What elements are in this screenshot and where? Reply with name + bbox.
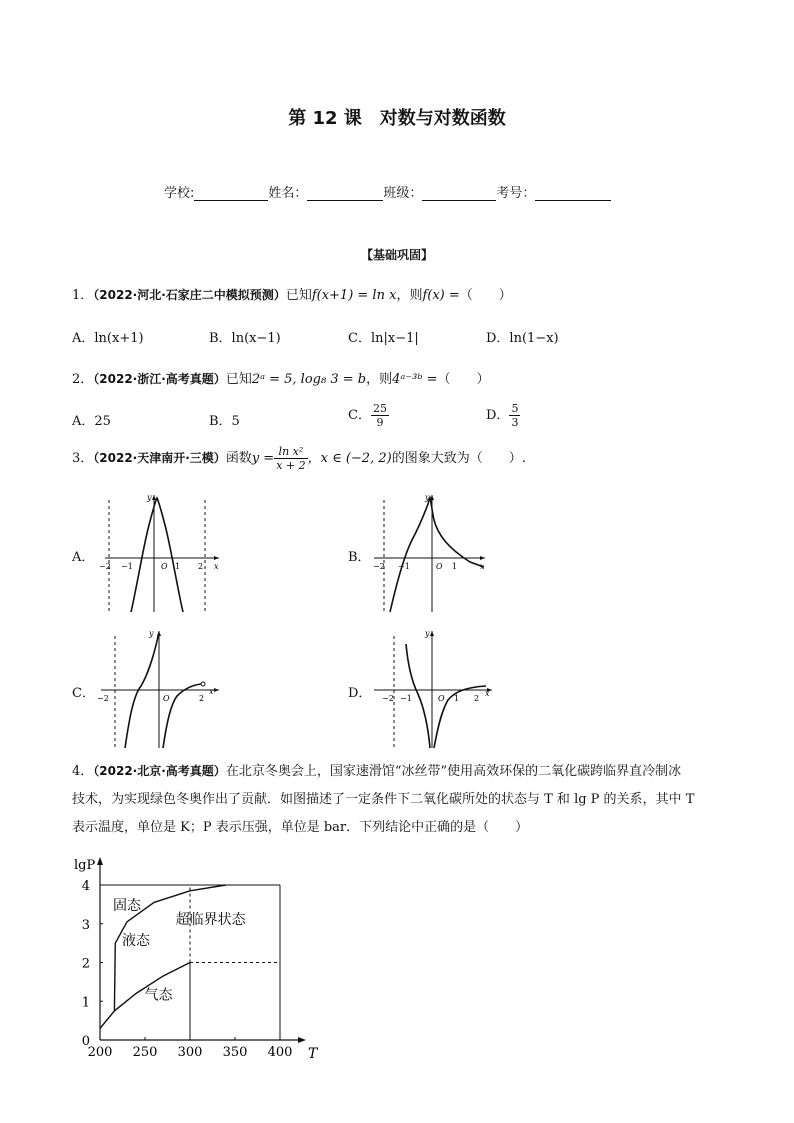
id-blank[interactable]	[535, 186, 611, 201]
q3-domain: ，x ∈ (−2, 2)	[307, 451, 392, 466]
y-tick-label: 2	[81, 956, 90, 972]
question-3	[72, 445, 526, 472]
q3-func-fraction: $\frac{\text{ln x²}}{x + 2}$	[276, 445, 306, 472]
q3-graph-b[interactable]	[370, 490, 500, 615]
name-label: 姓名：	[268, 186, 308, 201]
q4-line-3: 表示温度，单位是 K；P 表示压强，单位是 bar．下列结论中正确的是（ ）	[72, 820, 529, 835]
region-label: 固态	[113, 898, 141, 915]
q2-option-c-fraction: $\frac{25}{9}$	[372, 402, 387, 429]
region-label: 液态	[122, 933, 150, 950]
y-axis-arrow	[97, 857, 103, 865]
q1-answer-paren: （ ）	[459, 288, 512, 303]
school-label: 学校:	[164, 186, 195, 201]
q1-ask: f(x) =	[422, 288, 460, 303]
q1-option-a[interactable]: A．ln(x+1)	[72, 331, 144, 346]
page-title: 第 12 课 对数与对数函数	[288, 108, 506, 129]
q3-func-left: y =	[251, 451, 275, 466]
q3-graph-d[interactable]	[370, 626, 500, 751]
q2-number: 2．	[72, 372, 94, 387]
x-tick-label: 350	[222, 1045, 248, 1060]
x-axis-arrow	[298, 1037, 306, 1043]
question-1	[72, 284, 512, 303]
class-blank[interactable]	[422, 186, 496, 201]
x-tick-label: 400	[267, 1045, 293, 1060]
q3-graph-c[interactable]	[97, 626, 227, 751]
y-tick-label: 1	[81, 995, 90, 1011]
q3-stem-b: 的图象大致为（ ）.	[391, 451, 526, 466]
question-4	[72, 757, 762, 842]
q1-option-b[interactable]: B．ln(x−1)	[209, 331, 281, 346]
svg-text:−2: −2	[99, 562, 111, 571]
svg-text:2: 2	[199, 694, 205, 703]
student-info-row	[164, 182, 611, 201]
svg-text:O: O	[438, 694, 445, 703]
q3-option-c-label[interactable]: C．	[72, 686, 95, 701]
q3-source: （2022·天津南开·三模）	[93, 451, 226, 465]
svg-text:1: 1	[452, 562, 458, 571]
x-tick-label: 300	[177, 1045, 203, 1060]
q2-source: （2022·浙江·高考真题）	[93, 372, 226, 386]
q1-number: 1．	[72, 288, 94, 303]
q2-condition: 2ᵃ = 5, log₈ 3 = b	[251, 372, 367, 387]
q1-option-d[interactable]: D．ln(1−x)	[486, 331, 559, 346]
q1-option-c[interactable]: C．ln|x−1|	[348, 331, 419, 346]
svg-text:−2: −2	[382, 694, 394, 703]
x-tick-label: 200	[87, 1045, 113, 1060]
q2-option-d-fraction: $\frac{5}{3}$	[511, 402, 519, 429]
svg-text:−1: −1	[121, 562, 133, 571]
q2-stem-b: ，则	[366, 372, 393, 387]
q1-source: （2022·河北·石家庄二中模拟预测）	[93, 288, 286, 302]
q3-stem: 函数	[225, 451, 252, 466]
q3-number: 3．	[72, 451, 94, 466]
id-label: 考号：	[496, 186, 536, 201]
q3-graph-a[interactable]	[97, 490, 227, 615]
svg-text:y: y	[425, 629, 430, 638]
q2-option-c[interactable]: C． $\frac{25}{9}$	[348, 402, 387, 429]
svg-text:x: x	[480, 562, 485, 571]
x-tick-label: 250	[132, 1045, 158, 1060]
name-blank[interactable]	[307, 186, 383, 201]
svg-text:y: y	[149, 629, 154, 638]
svg-text:1: 1	[454, 694, 460, 703]
y-tick-label: 0	[81, 1034, 90, 1049]
svg-text:x: x	[485, 689, 490, 698]
q2-option-a[interactable]: A．25	[72, 414, 111, 429]
y-tick-label: 4	[81, 879, 90, 894]
phase-diagram-chart	[60, 850, 340, 1070]
q1-stem-b: ，则	[396, 288, 423, 303]
q2-option-b[interactable]: B．5	[209, 414, 240, 429]
svg-text:2: 2	[198, 562, 204, 571]
q4-line-2: 技术，为实现绿色冬奥作出了贡献．如图描述了一定条件下二氧化碳所处的状态与 T 和 lg P 的关系，其中 T	[72, 792, 695, 807]
class-label: 班级：	[383, 186, 423, 201]
svg-text:−2: −2	[373, 562, 385, 571]
svg-text:−1: −1	[398, 562, 410, 571]
school-blank[interactable]	[194, 186, 268, 201]
q2-answer-paren: （ ）	[437, 372, 490, 387]
q4-line-1: 4．（2022·北京·高考真题）在北京冬奥会上，国家速滑馆“冰丝带”使用高效环保的二氧化碳跨临界直冷制冰	[72, 764, 682, 779]
region-label: 气态	[144, 987, 173, 1004]
q3-option-b-label[interactable]: B．	[348, 550, 371, 565]
q3-option-d-label[interactable]: D．	[348, 686, 372, 701]
x-axis-label: T	[308, 1046, 318, 1062]
y-axis-label: lgP	[74, 858, 96, 873]
q1-condition: f(x+1) = ln x	[311, 288, 397, 303]
svg-text:y: y	[147, 493, 152, 502]
q1-stem: 已知	[285, 288, 312, 303]
svg-text:O: O	[436, 562, 443, 571]
y-tick-label: 3	[81, 917, 90, 933]
svg-text:−1: −1	[400, 694, 412, 703]
svg-text:y: y	[425, 493, 430, 502]
svg-text:O: O	[163, 694, 170, 703]
svg-text:x: x	[209, 687, 214, 696]
q2-stem: 已知	[225, 372, 252, 387]
svg-text:2: 2	[474, 694, 480, 703]
q2-ask: 4ᵃ⁻³ᵇ =	[392, 372, 438, 387]
region-label: 超临界状态	[175, 911, 246, 928]
question-2	[72, 368, 490, 387]
svg-text:x: x	[214, 562, 219, 571]
q3-option-a-label[interactable]: A．	[72, 550, 95, 565]
svg-text:−2: −2	[97, 694, 109, 703]
q2-option-d[interactable]: D． $\frac{5}{3}$	[486, 402, 519, 429]
section-heading: 【基础巩固】	[360, 248, 433, 262]
svg-text:1: 1	[175, 562, 181, 571]
svg-text:O: O	[161, 562, 168, 571]
